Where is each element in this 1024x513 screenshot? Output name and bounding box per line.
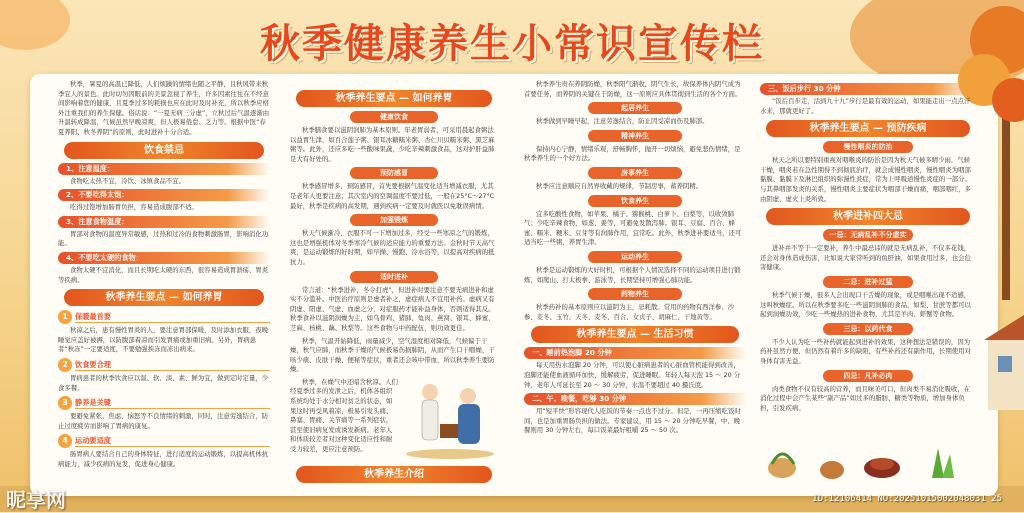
taboo-title: 四忌：凡补必肉 — [823, 370, 914, 382]
step-title: 饮食要合理 — [75, 359, 270, 371]
item-text: 食物太硬不宜消化，而且长期吃太硬的东西，很容易造成胃溃疡、胃炎等疾病。 — [58, 265, 269, 284]
item-title: 4、不要吃太硬的食物： — [58, 252, 270, 264]
block-text: 常言道：“秋季进补，冬令打虎”，但进补时要注意不要无病进补和虚实不分滥补。中医治疗原则是虚者补之，虚症病人不宜用补药。虚病又有阴虚、阳虚、气虚、血虚之分，对症服药才能补益身体，否则适得其反。秋季食补以滋阴润燥为主，如乌骨鸡、猪肺、龟肉、燕窝、银耳、蜂蜜、芝麻、核桃、藕、秋梨等。这些食物与中药配伍，则功效更佳。 — [290, 285, 495, 332]
block-text: 秋季膳食要以滋阴润肺为基本原则。年老胃弱者，可采用晨起食粥法以益胃生津，如百合莲子粥、银耳冰糖糯米粥、杏仁川贝糯米粥、黑芝麻粥等。此外，还应多吃一些酸味果蔬，少吃辛辣刺激食品，这对护肝益肺是大有好处的。 — [290, 126, 495, 163]
section-header: 秋季养生要点 — 如何养胃 — [296, 90, 492, 107]
section-header: 秋季养生要点 — 如何养胃 — [64, 289, 263, 306]
herbs-illustration — [752, 428, 984, 488]
section-header: 饮食禁忌 — [64, 142, 263, 159]
step-header — [58, 310, 270, 324]
taboo-text: 肉类食物不仅有较高的营养，而且味美可口，但肉类不易消化吸收，在消化过程中会产生某些“副产品”如过多的脂肪、糖类等物质，增加身体负担，引发疾病。 — [760, 384, 971, 412]
step-text: 要避免紧张、焦虑、恼怒等不良情绪的刺激，同时，注意劳逸结合，防止过度疲劳而影响了胃病的康复。 — [58, 412, 269, 430]
block-title: 起居养生 — [588, 102, 681, 114]
intro-text: 秋季养生贵在养阴防燥，秋季阳气渐收，阴气生长，故保养体内阴气成为首要任务，而养阴的关键在于防燥，这一原则应具体贯彻到生活的各个方面。 — [524, 80, 742, 98]
watermark-id: ID:12106414 NO:20251015002048031 25 — [812, 494, 1002, 504]
block-text: 秋季感冒增多，预防感冒，首先要根据气温变化适当增减衣服，尤其是老年人更要注意；其次室内的空调温度不要过低，一般在25°C～27°C最好，秋季是疾病的高发期，遇到疾病一定要及时就医以免耽误病情。 — [290, 182, 495, 210]
habit-title: 一、睡前热泡脚 20 分钟 — [524, 347, 746, 359]
step-text: 胃病患者的秋季饮食应以温、软、淡、素、鲜为宜，做到定时定量，少食多餐。 — [58, 373, 269, 392]
block-text: 秋季药补的基本原则应以滋阴为主，忌耗散。常用的药物有西洋参、沙参、麦冬、玉竹、天冬、麦冬、百合、女贞子、胡麻仁、干地黄等。 — [524, 303, 735, 321]
habit-text: “饭后百步走，活到九十九”步行是最有效的运动，如果能走出一点点汗水来，那就更好了。 — [760, 97, 971, 115]
habit-title: 三、饭后步行 30 分钟 — [760, 83, 976, 95]
page-title: 秋季健康养生小常识宣传栏 — [260, 21, 764, 67]
column-1 — [58, 80, 270, 490]
column-3 — [524, 80, 746, 490]
item-text: 吃得过饱增加肠胃负担，容易造成腹部不适。 — [70, 203, 198, 212]
step-number: 1 — [58, 310, 72, 324]
block-title: 适时进补 — [350, 271, 437, 283]
step-text: 肠胃病人要结合自己的身体特征，进行适度的运动锻炼，以提高机体抗病能力，减少疾病的复发，促进身心健康。 — [58, 450, 269, 468]
step-header — [58, 434, 270, 448]
block-text: 秋季做到早睡早起，注意劳逸结合，防止因受凉而伤及肺部。 — [536, 117, 709, 126]
block-text: 秋季应注意顺应自然界收藏的规律，节制房事，蓄养阴精。 — [536, 181, 703, 190]
step-number: 3 — [58, 396, 72, 410]
step-number: 4 — [58, 434, 72, 448]
section-header: 秋季进补四大忌 — [766, 208, 969, 225]
block-text: 宜多吃酸性食物，如苹果、橘子、猕猴桃、白萝卜、白梨等，以收敛肺气；少吃辛辣食物，如葱、姜等，可避免发散泻肺。银耳、豆腐、百合、蜂蜜、糯米、粳米、豆芽等有润肺作用，宜常吃。此外，秋季进补要适当，还可适当吃一些粥，养胃生津。 — [524, 209, 742, 247]
step-number: 2 — [58, 358, 72, 372]
block-text: 秋季，在燥气中还暗含秋凉。人们经夏季过多的发泄之后，机体各组织系统均处于水分相对贫乏的状态，如果这时再受风着凉，极易引发头痛、鼻塞、胃痛、关节痛等一系列症状，甚至使旧病复发或诱发新病。老年人和体质较差者对这种变化适应性和耐受力较差，更应注意预防。 — [290, 377, 398, 454]
block-title: 精神养生 — [588, 130, 681, 142]
section-header: 秋季养生介绍 — [296, 466, 492, 483]
doctor-patient-illustration — [402, 372, 498, 460]
step-text: 秋凉之后，患有慢性胃炎的人，要注意胃部保暖，及时添加衣服，夜晚睡觉应盖好被褥，以防腹部着凉而引发胃痛或加重旧病。另外，胃病患者“秋冻”一定要适度，不要勉强挨冻而冻出病来。 — [58, 326, 269, 354]
habit-text: 用“短平快”形容现代人吃饭的节奏一点也不过分。但是，一再压缩吃饭时间，也是加重胃肠负担的做法。专家建议，用 15 ～ 20 分钟吃早餐，中、晚餐则用 30 分钟左右，每口饭菜最好咀嚼 25 ～ 50 次。 — [524, 407, 741, 435]
block-text: 秋季，气温开始降低，雨量减少，空气湿度相对降低，气候偏于干燥，秋气应肺，而秋季干燥的气候极易伤损肺阴，从而产生口干咽燥、干咳少痰、皮肤干燥、便秘等症状，重者还会咳中带血，所以秋季养生要防燥。 — [290, 336, 495, 374]
block-title: 药物养生 — [588, 288, 681, 300]
block-text: 秋天气候渐冷，衣服不可一下增加过多，经受一些寒凉之气的锻炼，这也是增强机体对冬季寒冷气候的适应能力的重要方法。金秋时节天高气爽，是运动锻炼的好时期，如早操、慢跑、冷水浴等，以提高对疾病的抵抗力。 — [290, 229, 495, 266]
item-title: 1、注意温度： — [58, 163, 270, 175]
item-text: 胃部对食物的温度异常敏感，过热和过冷的食物刺激肠胃，影响消化功能。 — [58, 229, 269, 248]
step-title: 保暖最首要 — [75, 311, 270, 323]
step-header — [58, 358, 270, 372]
block-title: 房事养生 — [588, 167, 681, 179]
block-title: 慢性咽炎的防治 — [823, 141, 914, 153]
block-title: 运动养生 — [588, 251, 681, 263]
taboo-text: 秋季气候干燥，很多人会出现口干舌燥的现象，或是咽喉出现不适感，这叫秋燥症。所以在秋季要多吃一些滋阴润肺的食品，如梨、甘蔗等都可以起到润燥功效，少吃一些燥热的进补食物，尤其是羊肉、虾蟹等食物。 — [760, 290, 971, 319]
block-text: 保持内心宁静，情绪乐观，舒畅胸怀，抛开一切烦恼，避免悲伤情绪，是秋季养生的一个好方法。 — [524, 144, 741, 163]
block-title: 预防感冒 — [350, 167, 437, 179]
step-header — [58, 396, 270, 410]
intro-text: 秋季，暑夏的高温已降低，人们烦躁的情绪也随之平静，且秋风带来秋季宜人的景色。此时切勿因眼前的美景忽视了养生，许多因素往往在不经意间影响着您的健康，且夏季过多的耗损也应在此时及时补充，所以秋季应格外注重我们的养生保健。俗话说：“一夏无病三分虚”，立秋过后气温逐渐由升温转成降温，气候虽然早晚凉爽，但人极易倦怠、乏力等。根据中医“春夏养阳、秋冬养阴”的原则，此时进补十分合适。 — [58, 80, 270, 136]
taboo-title: 一忌：无病乱补不分虚实 — [823, 229, 914, 241]
taboo-text: 进补并不等于一定要补，养生中最忌讳的就是无病乱补，不仅多花钱，还会对身体造成伤害，比如说大家常听到的鱼肝油，如果食用过多，也会危害健康。 — [760, 244, 971, 272]
block-title: 饮食养生 — [588, 195, 681, 207]
item-text: 食物吃太热不宜，冷饮、冰镇食品不宜。 — [70, 176, 186, 185]
section-header: 秋季养生要点 — 预防疾病 — [766, 120, 969, 137]
watermark-logo: 昵享网 — [6, 488, 66, 512]
taboo-title: 三忌：以药代食 — [823, 323, 914, 335]
habit-text: 每天用热水泡脚 20 分钟，可以使心脏病患者的心脏血管机能得到改善，泡脚还能使血液循环加快，缓解疲劳，促进睡眠。年轻人每天泡 15 ～ 20 分钟，老年人可延长至 20 ～ 30 分钟，水温不要超过 40 摄氏度。 — [524, 361, 741, 389]
section-header: 秋季养生要点 — 生活习惯 — [531, 326, 740, 343]
block-text: 秋天之所以要特别重视对咽喉炎的防治是因为秋天气候多晴少雨，气候干燥，咽炎若在急性期得不到彻底治疗，就会成慢性咽炎，慢性咽炎为咽部黏膜、黏膜下及淋巴组织的弥漫性炎症，常为上呼吸道慢性炎症的一部分。与其鼻咽部发炎的关系，慢性咽炎主要症状为咽部干燥而痛，咽部咽红，多由阴虚、虚火上炎所致。 — [760, 156, 971, 203]
step-title: 静养是关键 — [75, 397, 270, 409]
step-title: 运动要适度 — [75, 435, 270, 447]
item-title: 3、注意食物温度： — [58, 216, 270, 228]
block-title: 健康饮食 — [350, 111, 437, 123]
bottom-section — [290, 462, 498, 487]
taboo-title: 二忌：进补过猛 — [823, 276, 914, 288]
habit-title: 二、午、晚餐，吃够 30 分钟 — [524, 393, 746, 405]
item-title: 2、不要吃得太饱： — [58, 189, 270, 201]
block-title: 加强锻炼 — [350, 214, 437, 226]
taboo-text: 不少人认为吃一些补药就能起到进补的效果，这种想法是错误的，因为药补虽然方便，但仍然有着许多的缺陷，有些补药还有副作用，长期使用对身体有害无益。 — [760, 337, 971, 365]
block-text: 秋季是运动锻炼的大好时机，可根据个人情况选择不同的运动项目进行锻炼，如爬山、打太极拳、游泳等，长期坚持可增强心肺功能。 — [524, 265, 741, 284]
house-illustration — [984, 300, 1024, 410]
